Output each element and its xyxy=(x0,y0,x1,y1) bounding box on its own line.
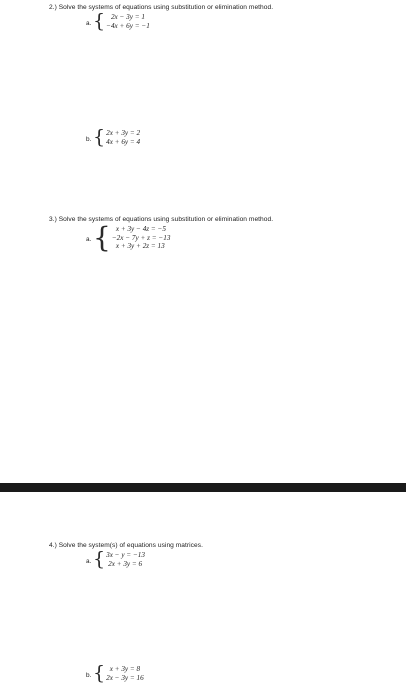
q4-part-a-label: a. xyxy=(86,558,92,565)
equation-list xyxy=(106,13,150,30)
q2-part-a-system xyxy=(93,12,150,31)
q2-part-a-label: a. xyxy=(86,20,92,27)
left-brace-icon: { xyxy=(93,126,106,148)
question-3-prompt: 3.) Solve the systems of equations using substitution or elimination method. xyxy=(49,216,274,223)
q2-part-b-system xyxy=(93,128,140,147)
left-brace-icon: { xyxy=(93,221,111,254)
q4-part-b-system xyxy=(93,664,144,683)
equation-list xyxy=(106,551,145,568)
equation-list xyxy=(112,225,171,251)
q3-part-a-system xyxy=(93,221,171,254)
q2-part-b-label: b. xyxy=(86,136,92,143)
equation: 3x − y = −13 xyxy=(106,550,145,559)
equation: x + 3y = 8 xyxy=(109,664,141,673)
equation: −4x + 6y = −1 xyxy=(106,21,150,30)
q3-part-a-label: a. xyxy=(86,236,92,243)
equation-list xyxy=(106,129,140,146)
equation: x + 3y − 4z = −5 xyxy=(115,225,166,234)
equation: 2x − 3y = 16 xyxy=(106,673,144,682)
equation: x + 3y + 2z = 13 xyxy=(115,242,165,251)
equation: 2x − 3y = 1 xyxy=(110,12,145,21)
q4-part-b-label: b. xyxy=(86,672,92,679)
question-4-prompt: 4.) Solve the system(s) of equations using matrices. xyxy=(49,542,203,549)
equation: 2x + 3y = 6 xyxy=(108,559,143,568)
left-brace-icon: { xyxy=(93,662,106,684)
left-brace-icon: { xyxy=(93,10,106,32)
q4-part-a-system xyxy=(93,550,145,569)
equation-list xyxy=(106,665,144,682)
equation: 4x + 6y = 4 xyxy=(106,137,141,146)
left-brace-icon: { xyxy=(93,548,106,570)
equation: 2x + 3y = 2 xyxy=(106,128,141,137)
question-2-prompt: 2.) Solve the systems of equations using substitution or elimination method. xyxy=(49,4,274,11)
page-divider-band xyxy=(0,483,406,492)
equation: −2x − 7y + z = −13 xyxy=(111,233,171,242)
